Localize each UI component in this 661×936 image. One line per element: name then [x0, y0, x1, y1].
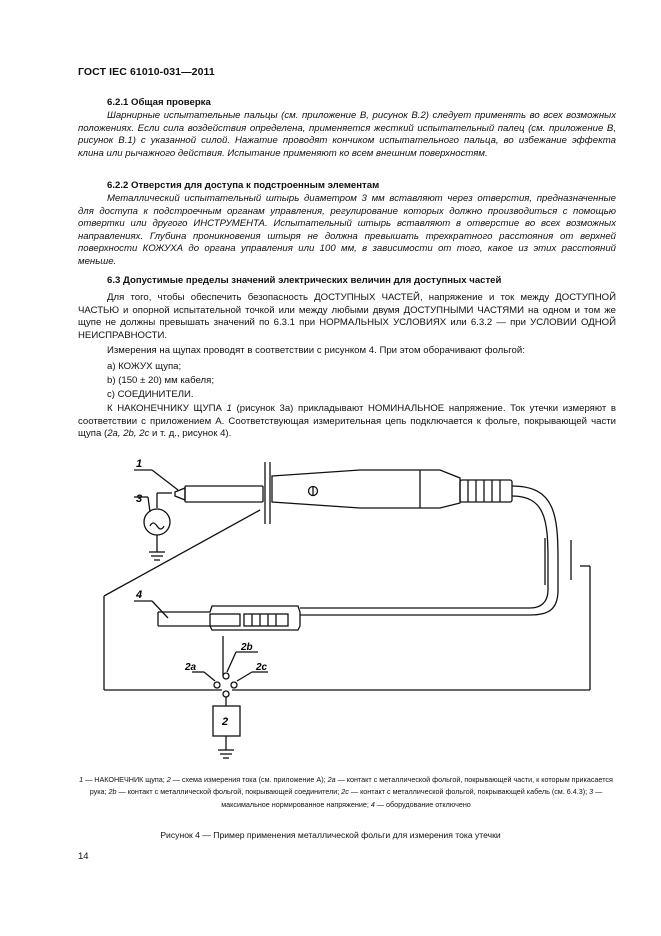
figure-title: Рисунок 4 — Пример применения металлической фольги для измерения тока утечки — [160, 830, 501, 840]
section-text-6-2-2: Металлический испытательный штырь диаметром 3 мм вставляют через отверстия, предназначенные для доступа к подстроечным органам управления, регулирование которых должно производиться с помощью отвертки или другого ИНСТРУМЕНТА. Испытательный штырь вставляют в отверстие во всех возможных направлениях. Глубина проникновения штыря не должна превышать трехкратного расстояния от верхней поверхности КОЖУХА до органа управления или 100 мм, в зависимости от того, какое из этих расстояний меньше. — [78, 193, 616, 267]
list-item-b: b) (150 ± 20) мм кабеля; — [107, 375, 214, 386]
section-paragraph-1: Для того, чтобы обеспечить безопасность ДОСТУПНЫХ ЧАСТЕЙ, напряжение и ток между ДОСТУПНОЙ ЧАСТЬЮ и опорной испытательной точкой или между любыми двумя ДОСТУПНЫМИ ЧАСТЯМИ на одном и том же щупе не должны превышать значений по 6.3.1 при НОРМАЛЬНЫХ УСЛОВИЯХ или 6.3.2 — при УСЛОВИИ ОДНОЙ НЕИСПРАВНОСТИ. — [78, 292, 616, 341]
figure-label-2b: 2b — [241, 642, 253, 653]
figure-label-3: 3 — [136, 493, 143, 505]
figure-4-diagram — [0, 450, 661, 772]
figure-label-2c: 2c — [256, 662, 268, 673]
document-header: ГОСТ IEC 61010-031—2011 — [78, 66, 215, 78]
list-item-a: a) КОЖУХ щупа; — [107, 361, 182, 372]
figure-label-2: 2 — [222, 716, 229, 728]
section-heading-6-2-2: 6.2.2 Отверстия для доступа к подстроенным элементам — [107, 180, 380, 191]
figure-caption: 1 — НАКОНЕЧНИК щупа; 2 — схема измерения тока (см. приложение А); 2а — контакт с металлической фольгой, покрывающей части, к которым прикасается рука; 2b — контакт с металлической фольгой, покрывающей соединители; 2с — контакт с металлической фольгой, покрывающей кабель (см. 6.4.3); 3 — максимальное нормированное напряжение; 4 — оборудование отключено — [79, 775, 613, 809]
figure-label-2a: 2a — [185, 662, 197, 673]
section-paragraph-2: Измерения на щупах проводят в соответствии с рисунком 4. При этом оборачивают фольгой: — [107, 345, 525, 356]
figure-label-4: 4 — [136, 589, 143, 601]
figure-label-1: 1 — [136, 458, 143, 470]
section-heading-6-2-1: 6.2.1 Общая проверка — [107, 97, 211, 108]
section-paragraph-3: К НАКОНЕЧНИКУ ЩУПА 1 (рисунок 3а) прикладывают НОМИНАЛЬНОЕ напряжение. Ток утечки измеряют в соответствии с приложением А. Соответствующая измерительная цепь подключается к фольге, покрывающей части щупа (2а, 2b, 2с и т. д., рисунок 4). — [78, 403, 617, 440]
page-number: 14 — [78, 851, 89, 862]
section-text-6-2-1: Шарнирные испытательные пальцы (см. приложение В, рисунок В.2) следует применять во всех возможных положениях. Если сила воздействия определена, применяется жесткий испытательный палец (см. приложение В, рисунок В.1) с указанной силой. Нажатие проводят кончиком испытательного пальца, во избежание эффекта клина или рычажного действия. Испытание применяют ко всем внешним поверхностям. — [78, 110, 616, 159]
list-item-c: c) СОЕДИНИТЕЛИ. — [107, 389, 194, 400]
section-heading-6-3: 6.3 Допустимые пределы значений электрических величин для доступных частей — [107, 275, 502, 286]
